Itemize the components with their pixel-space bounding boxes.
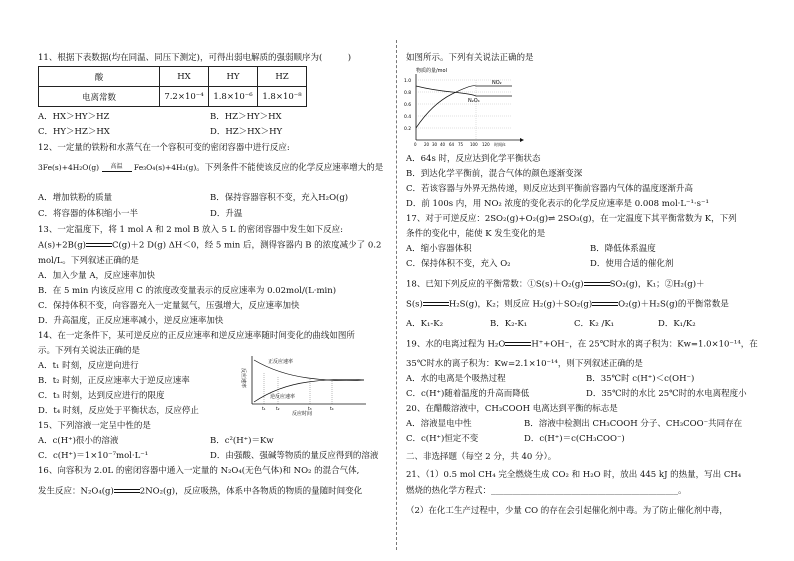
q14-option-a: A．t₁ 时刻，反应逆向进行 [38,361,139,371]
q16-xtick: 75 [458,142,464,147]
q18-option-b: B．K₂-K₁ [490,319,528,329]
q13-line1: 13、一定温度下，将 1 mol A 和 2 mol B 放入 5 L 的密闭容器中发生如下反应: [38,225,343,235]
q16-option-c: C．若该容器与外界无热传递，则反应达到平衡前容器内气体的温度逐渐升高 [406,184,694,194]
q19-line1 [406,339,758,350]
q14-reverse-label: 逆反应速率 [270,394,296,400]
q16-xtick: 120 [482,142,490,147]
q16-no2-label: NO₂ [492,80,502,86]
q19-option-b: B．35℃时 c(H⁺)＜c(OH⁻) [586,374,695,384]
q18-line2 [406,299,729,310]
q14-ylabel: 反应速率 [240,368,246,389]
q13-option-c: C．保持体积不变，向容器充入一定量氦气，压强增大，反应速率加快 [38,301,300,311]
equilibrium-arrow-icon [114,486,140,496]
q12-eq-arrow [102,164,132,172]
q19-option-a: A．水的电离是个吸热过程 [406,374,506,384]
section-2-heading: 二、非选择题（每空 2 分，共 40 分）。 [406,452,557,462]
q21-line1: 21、（1）0.5 mol CH₄ 完全燃烧生成 CO₂ 和 H₂O 时，放出 445 kJ 的热量，写出 CH₄ [406,470,742,480]
q16-amount-graph [402,66,532,152]
q12-equation [38,163,383,173]
right-column [398,0,794,561]
q18-line2b: H₂S(g)，K₂；则反应 H₂(g)＋SO₂(g) [448,299,593,310]
q14-tick: t₁ [262,407,266,412]
equilibrium-arrow-icon [86,240,112,250]
q17-option-b: B．降低体系温度 [590,244,656,254]
q17-line1: 17、对于可逆反应：2SO₂(g)+O₂(g)⇌ 2SO₃(g)，在一定温度下其平衡常数为 K，下列 [406,214,737,224]
q16-option-d: D．前 100s 内，用 NO₂ 浓度的变化表示的化学反应速率是 0.008 mol·L⁻¹·s⁻¹ [406,199,709,209]
q20-option-a: A．溶液显电中性 [406,419,472,429]
q12-option-d: D．升温 [210,209,243,219]
q18-line1b: SO₂(g)，K₁；②H₂(g)＋ [609,279,705,290]
q20-stem: 20、在醋酸溶液中，CH₃COOH 电离达到平衡的标志是 [406,404,618,414]
q14-tick: t₂ [276,407,280,412]
q11-option-d: D．HZ＞HX＞HY [210,127,283,137]
q12-stem1: 12、一定量的铁粉和水蒸气在一个容积可变的密闭容器中进行反应: [38,143,290,153]
q18-option-d: D．K₁/K₂ [658,319,696,329]
q20-option-b: B．溶液中检测出 CH₃COOH 分子、CH₃COO⁻共同存在 [524,419,743,429]
q18-option-a: A．K₁-K₂ [406,319,444,329]
q14-line2: 示。下列有关说法正确的是 [38,346,141,356]
q16-ylabel: 物质的量/mol [416,68,448,74]
q16-xtick: 40 [440,142,446,147]
q16-xtick: 100 [470,142,478,147]
q13-line2b: C(g)＋2 D(g) ΔH＜0，经 5 min 后，测得容器内 B 的浓度减少了 0.2 [111,240,382,251]
q14-line1: 14、在一定条件下，某可逆反应的正反应速率和逆反应速率随时间变化的曲线如图所 [38,331,355,341]
q18-line2a: S(s) [406,299,423,310]
q14-tick: t₄ [330,407,334,412]
q16-xtick: 0 [414,142,417,147]
q16-line2b: 2NO₂(g)，反应吸热，体系中各物质的物质的量随时间变化 [139,486,363,497]
q12-option-a: A．增加铁粉的质量 [38,193,113,203]
q11-table-header-hx: HX [160,67,209,87]
q12-eq-right: Fe₃O₄(s)+4H₂(g) [133,163,197,172]
q15-option-a: A．c(H⁺)很小的溶液 [38,436,119,446]
q11-table-cell: 1.8×10⁻⁸ [258,87,307,107]
q16-ytick: 1.0 [404,79,412,84]
q14-rate-graph [238,352,370,416]
q20-option-c: C．c(H⁺)恒定不变 [406,434,479,444]
q18-line2c: O₂(g)＋H₂S(g)的平衡常数是 [618,299,729,310]
q11-stem: 11、根据下表数据(均在同温、同压下测定)，可得出弱电解质的强弱顺序为( ) [38,53,352,63]
q14-xlabel: 反应时间 [292,411,313,416]
q11-option-c: C．HY＞HZ＞HX [38,127,110,137]
q19-option-d: D．35℃时的水比 25℃时的水电离程度小 [586,389,747,399]
q16-ytick: 0.8 [404,91,412,96]
q19-line1a: 19、水的电离过程为 H₂O [406,339,506,350]
q11-table-header-acid: 酸 [39,67,160,87]
q11-table-cell: 1.8×10⁻⁶ [209,87,258,107]
q11-table-header-hy: HY [209,67,258,87]
q16-xtick: 30 [432,142,438,147]
q16-option-a: A．64s 时，反应达到化学平衡状态 [406,154,541,164]
q11-option-b: B．HZ＞HY＞HX [210,112,282,122]
q17-line2: 条件的变化中，能使 K 发生变化的是 [406,229,546,239]
equilibrium-arrow-icon [584,279,610,289]
q18-line1 [406,279,705,290]
q16-line2 [38,486,362,497]
q16-xtick: 20 [424,142,430,147]
q15-option-d: D．由强酸、强碱等物质的量反应得到的溶液 [210,451,379,461]
equilibrium-arrow-icon [505,339,531,349]
q16-ytick: 0.2 [404,127,412,132]
q14-option-c: C．t₃ 时刻，达到反应进行的限度 [38,391,165,401]
q14-tick: t₃ [308,407,312,412]
q12-stem2: 。下列条件不能使该反应的化学反应速率增大的是 [196,163,384,173]
q13-line2 [38,240,381,251]
equilibrium-arrow-icon [423,299,449,309]
q19-option-c: C．c(H⁺)随着温度的升高而降低 [406,389,530,399]
q16-line2a: 发生反应：N₂O₄(g) [38,486,114,497]
q12-eq-left: 3Fe(s)+4H₂O(g) [38,163,100,172]
q16-n2o4-curve [416,86,512,96]
q18-line1a: 18、已知下列反应的平衡常数：①S(s)＋O₂(g) [406,279,584,290]
q13-line3: mol/L。下列叙述正确的是 [38,256,139,266]
equilibrium-arrow-icon [592,299,618,309]
q14-option-d: D．t₄ 时刻，反应处于平衡状态，反应停止 [38,406,199,416]
q13-option-a: A．加入少量 A，反应速率加快 [38,271,155,281]
q12-option-b: B．保持容器容积不变，充入H₂O(g) [210,193,349,203]
q13-line2a: A(s)+2B(g) [38,240,86,251]
q16-option-b: B．到达化学平衡前，混合气体的颜色逐渐变深 [406,169,583,179]
q16-line1: 16、向容积为 2.0L 的密闭容器中通入一定量的 N₂O₄(无色气体)和 NO₂ 的混合气体, [38,466,360,476]
q11-table-cell: 7.2×10⁻⁴ [160,87,209,107]
q11-table-header-hz: HZ [258,67,307,87]
q17-option-d: D．使用合适的催化剂 [590,259,674,269]
q13-option-d: D．升高温度，正反应速率减小，逆反应速率加快 [38,316,224,326]
q16-ytick: 0.6 [404,103,412,108]
q18-option-c: C．K₂ /K₁ [574,319,615,329]
q14-forward-label: 正反应速率 [268,359,294,365]
q17-option-a: A．缩小容器体积 [406,244,472,254]
q19-line1b: H⁺+OH⁻，在 25℃时水的离子积为：Kw=1.0×10⁻¹⁴，在 [531,339,758,350]
q16-xtick: 64 [449,142,455,147]
q11-table [38,66,307,107]
q19-line2: 35℃时水的离子积为：Kw=2.1×10⁻¹⁴，则下列叙述正确的是 [406,359,643,369]
q17-option-c: C．保持体积不变，充入 O₂ [406,259,511,269]
q12-option-c: C．将容器的体积缩小一半 [38,209,139,219]
q14-option-b: B．t₂ 时刻，正反应速率大于逆反应速率 [38,376,190,386]
q15-option-c: C．c(H⁺)＝1×10⁻⁷mol·L⁻¹ [38,451,149,461]
q16-ytick: 0.4 [404,115,412,120]
q21-line3: （2）在化工生产过程中，少量 CO 的存在会引起催化剂中毒。为了防止催化剂中毒， [406,506,728,516]
q15-stem: 15、下列溶液一定呈中性的是 [38,421,151,431]
q16-n2o4-label: N₂O₄ [468,98,480,104]
q16-continued: 如图所示。下列有关说法正确的是 [406,53,534,63]
q12-eq-cond: 高温 [110,163,123,170]
q11-option-a: A．HX＞HY＞HZ [38,112,110,122]
q11-table-row-label: 电离常数 [39,87,160,107]
q20-option-d: D．c(H⁺)＝c(CH₃COO⁻) [524,434,625,444]
q15-option-b: B．c²(H⁺)＝Kw [210,436,274,446]
q16-xunit: 时间/s [494,142,506,147]
q21-line2: 燃烧的热化学方程式：____________________________________________。 [406,486,687,496]
q13-option-b: B．在 5 min 内该反应用 C 的浓度改变量表示的反应速率为 0.02mol/(L·min) [38,286,337,296]
